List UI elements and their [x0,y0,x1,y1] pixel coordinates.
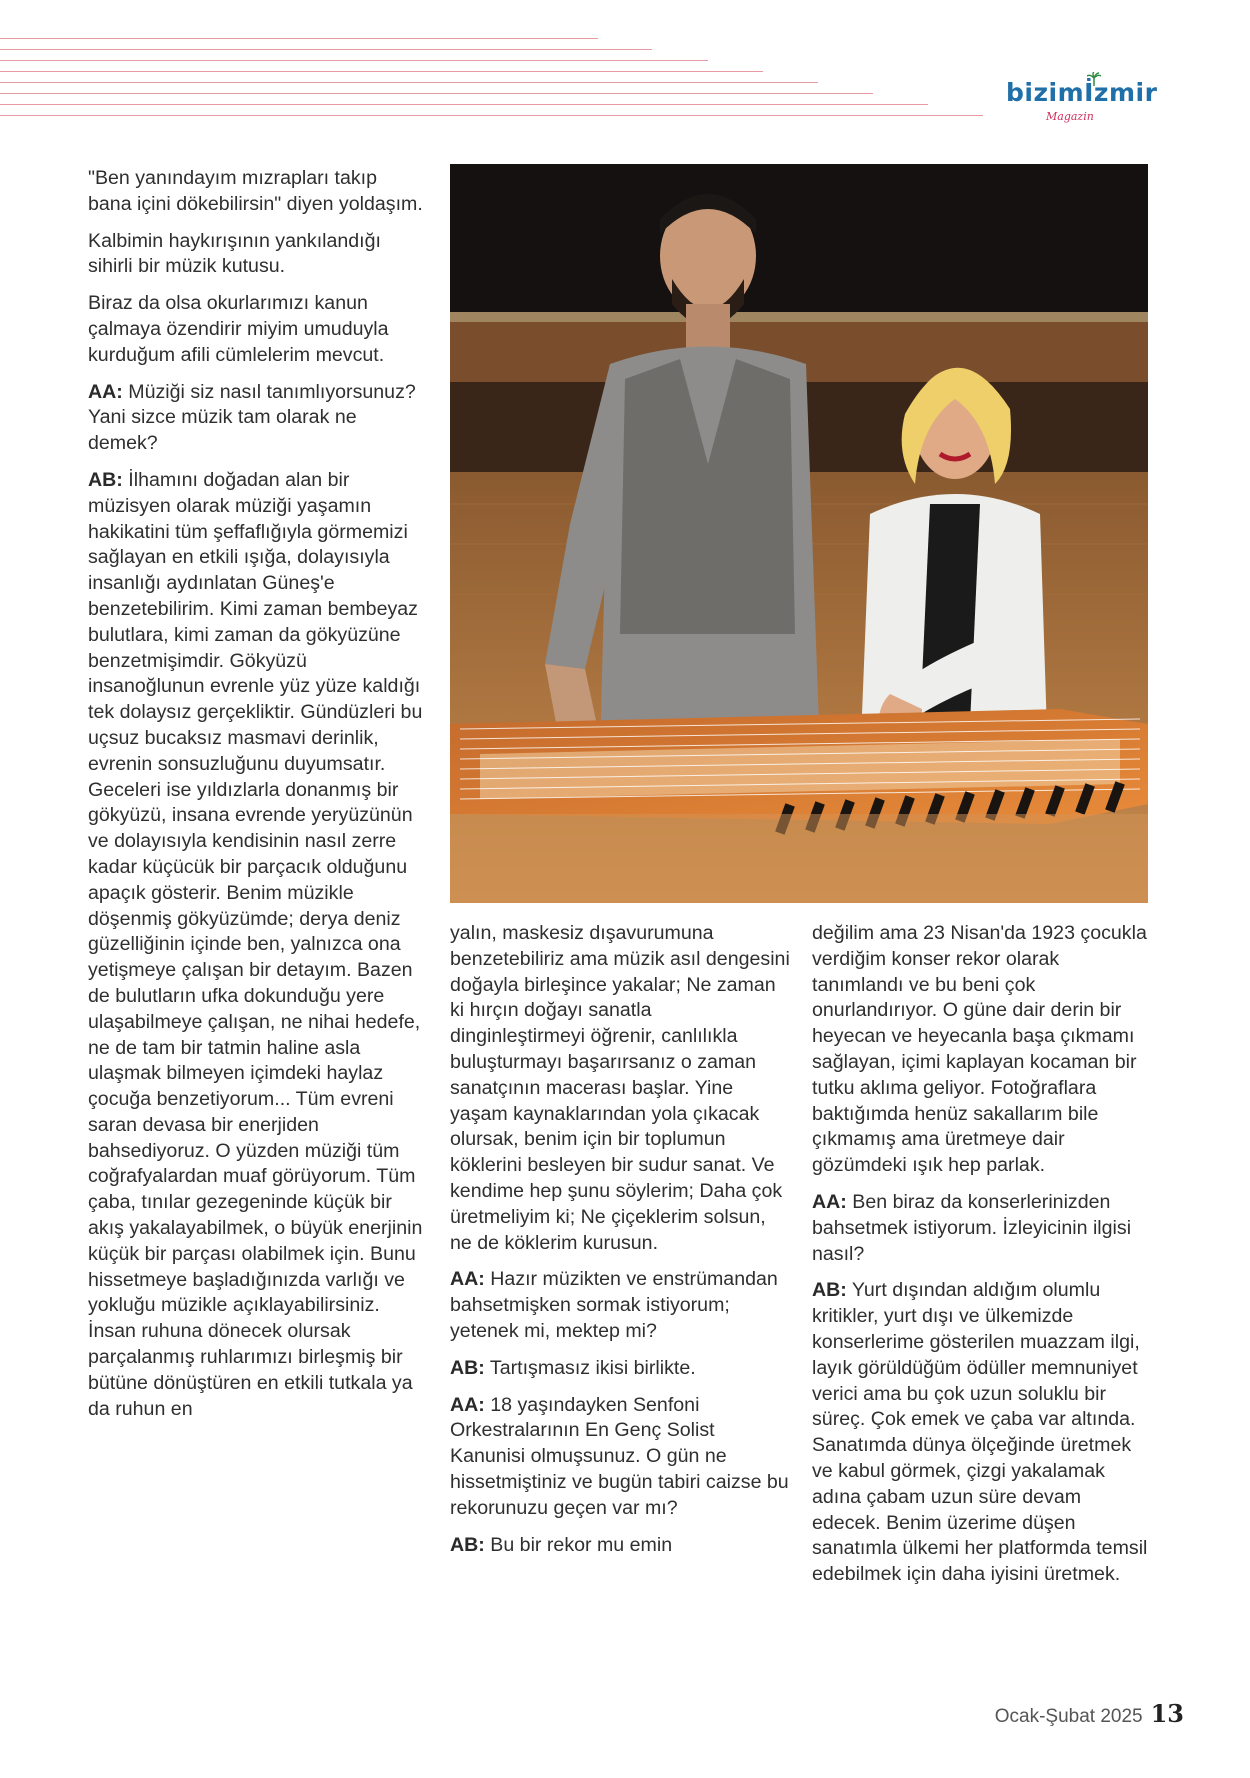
paragraph-text: Müziği siz nasıl tanımlıyorsunuz? Yani sizce müzik tam olarak ne demek? [88,380,416,455]
paragraph [450,1533,790,1559]
page-number: 13 [1150,1699,1184,1728]
paragraph [88,468,426,1422]
paragraph [812,1278,1152,1588]
paragraph [88,380,426,457]
stripe [0,38,598,39]
speaker-label: AA: [88,380,123,403]
paragraph [450,1267,790,1344]
stripe [0,104,928,105]
paragraph [88,166,426,218]
paragraph-text: Biraz da olsa okurlarımızı kanun çalmaya özendirir miyim umuduyla kurduğum afili cümlelerim mevcut. [88,292,389,366]
stripe [0,49,652,50]
paragraph-text: Hazır müzikten ve enstrümandan bahsetmişken sormak istiyorum; yetenek mi, mektep mi? [450,1268,778,1342]
paragraph-text: Ben biraz da konserlerinizden bahsetmek istiyorum. İzleyicinin ilgisi nasıl? [812,1190,1132,1265]
stripe [0,71,763,72]
logo-subtitle: Magazin [1046,110,1094,123]
stripe [0,115,983,116]
paragraph-text: Kalbimin haykırışının yankılandığı sihirli bir müzik kutusu. [88,229,381,278]
paragraph [450,1393,790,1522]
speaker-label: AA: [450,1393,485,1416]
photo-illustration [450,164,1148,903]
speaker-label: AB: [450,1533,485,1556]
paragraph-text: 18 yaşındayken Senfoni Orkestralarının En Genç Solist Kanunisi olmuşsunuz. O gün ne hissetmiştiniz ve bugün tabiri caizse bu rekorunuzu geçen var mı? [450,1393,789,1519]
paragraph [812,1190,1152,1267]
speaker-label: AB: [812,1279,847,1302]
logo-text: bizimİzmir [1006,78,1158,107]
speaker-label: AB: [88,468,123,491]
magazine-logo[interactable] [1006,78,1156,128]
palm-tree-icon [1087,72,1101,86]
paragraph-text: yalın, maskesiz dışavurumuna benzetebiliriz ama müzik asıl dengesini doğayla birleşince yakalar; Ne zaman ki hırçın doğayı sanatla dinginleştirmeyi öğrenir, canlılıkla buluşturmayı başarırsanız o zaman sanatçının macerası başlar. Yine yaşam kaynaklarından yola çıkacak olursak, benim için bir toplumun köklerini besleyen bir sudur sanat. Ve kendime hep şunu söylerim; Daha çok üretmeliyim ki; Ne çiçeklerim solsun, ne de köklerim kurusun. [450,922,790,1254]
article-column-1 [88,166,426,1433]
speaker-label: AB: [450,1356,485,1379]
paragraph-text: "Ben yanındayım mızrapları takıp bana içini dökebilirsin" diyen yoldaşım. [88,167,423,215]
paragraph [88,229,426,281]
paragraph [88,291,426,368]
speaker-label: AA: [450,1268,485,1291]
speaker-label: AA: [812,1190,847,1213]
stripe [0,82,818,83]
paragraph [812,921,1152,1179]
paragraph-text: Bu bir rekor mu emin [484,1533,673,1556]
paragraph-text: Yurt dışından aldığım olumlu kritikler, yurt dışı ve ülkemizde konserlerime gösterilen muazzam ilgi, layık görüldüğüm ödüller memnuniyet verici ama bu çok uzun soluklu bir süreç. Çok emek ve çaba var altında. Sanatımda dünya ölçeğinde üretmek ve kabul görmek, çizgi yakalamak adına çabam uzun süre devam edecek. Benim üzerime düşen sanatımla ülkemi her platformda temsil edebilmek için daha iyisini üretmek. [812,1279,1148,1586]
paragraph-text: Tartışmasız ikisi birlikte. [484,1356,696,1379]
article-column-3 [812,921,1152,1599]
page-footer [995,1699,1184,1728]
issue-date: Ocak-Şubat 2025 [994,1706,1143,1727]
stripe [0,60,708,61]
article-column-2 [450,921,790,1569]
stripe [0,93,873,94]
paragraph-text: İlhamını doğadan alan bir müzisyen olarak müziği yaşamın hakikatini tüm şeffaflığıyla görmemizi sağlayan en etkili ışığa, dolayısıyla insanlığı aydınlatan Güneş'e benzetebilirim. Kimi zaman bembeyaz bulutlara, kimi zaman da gökyüzüne benzetmişimdir. Gökyüzü insanoğlunun evrenle yüz yüze kaldığı tek dolaysız gerçekliktir. Gündüzleri bu uçsuz bucaksız masmavi derinlik, evrenin sonsuzluğunu duyumsatır. Geceleri ise yıldızlarla donanmış bir gökyüzü, insana evrende yeryüzünün ve dolayısıyla kendisinin nasıl zerre kadar küçücük bir parçacık olduğunu apaçık gösterir. Benim müzikle döşenmiş gökyüzümde; derya deniz güzelliğinin içinde ben, yalnızca ona yetişmeye çalışan bir detayım. Bazen de bulutların ufka dokunduğu yere ulaşabilmeye çalışan, ne nihai hedefe, ne de tam bir tatmin haline asla ulaşmak bilmeyen içimdeki haylaz çocuğa benzetiyorum... Tüm evreni saran devasa bir enerjiden bahsediyoruz. O yüzden müziği tüm coğrafyalardan muaf görüyorum. Tüm çaba, tınılar gezegeninde küçük bir akış yakalayabilmek, o büyük enerjinin küçük bir parçası olabilmek için. Bunu hissetmeye başladığınızda varlığı ve yokluğu müzikle açıklayabilirsiniz. İnsan ruhuna dönecek olursak parçalanmış ruhlarımızı birleşmiş bir bütüne dönüştüren en etkili tutkala ya da ruhun en [88,468,423,1420]
paragraph [450,1356,790,1382]
paragraph [450,921,790,1256]
article-photo [450,164,1148,903]
paragraph-text: değilim ama 23 Nisan'da 1923 çocukla verdiğim konser rekor olarak tanımlandı ve bu beni çok onurlandırıyor. O güne dair derin bir heyecan ve heyecanla başa çıkmamı sağlayan, içimi kaplayan kocaman bir tutku aklıma geliyor. Fotoğraflara baktığımda henüz sakallarım bile çıkmamış ama üretmeye dair gözümdeki ışık hep parlak. [812,922,1147,1177]
